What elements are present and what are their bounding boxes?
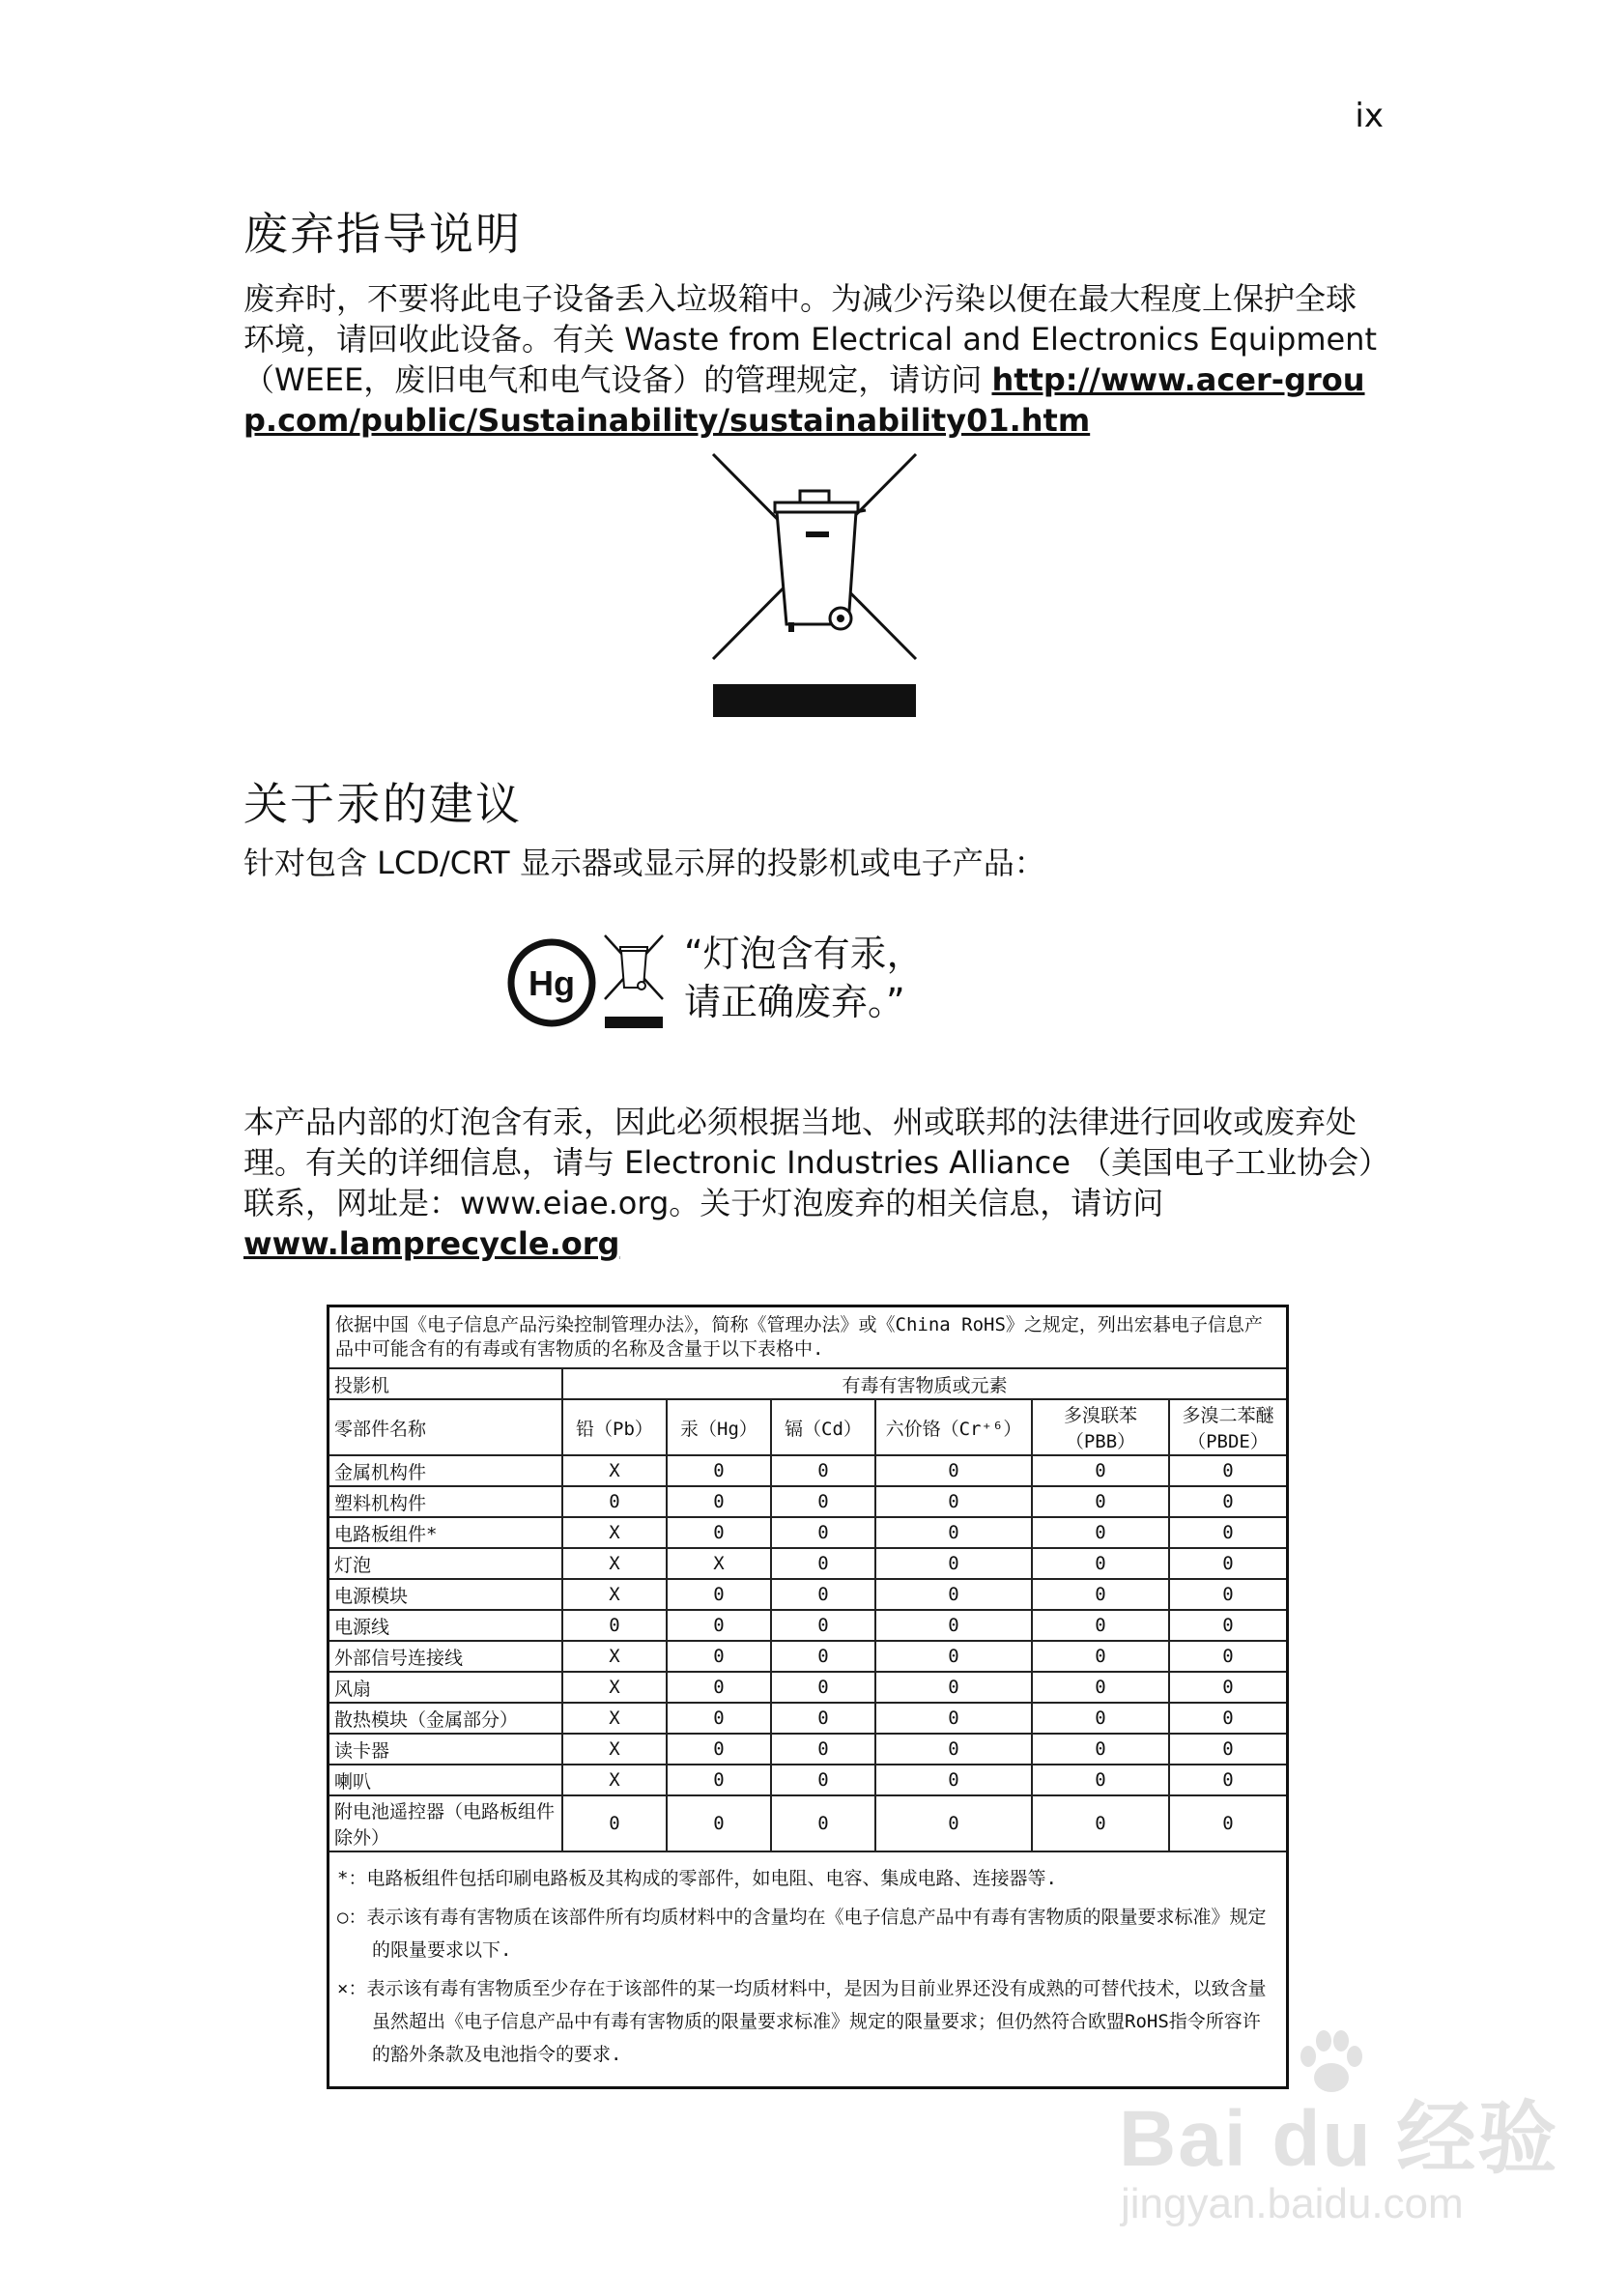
note-asterisk: *：电路板组件包括印刷电路板及其构成的零部件，如电阻、电容、集成电路、连接器等. <box>337 1868 1057 1889</box>
substance-value-cell: X <box>562 1455 667 1486</box>
substance-value-cell: 0 <box>667 1734 771 1765</box>
part-name-cell: 金属机构件 <box>329 1455 563 1486</box>
table-intro: 依据中国《电子信息产品污染控制管理办法》，简称《管理办法》或《China RoHS》之规定，列出宏碁电子信息产品中可能含有的有毒或有害物质的名称及含量于以下表格中. <box>329 1306 1288 1369</box>
table-row <box>329 1579 1288 1610</box>
table-row <box>329 1517 1288 1548</box>
substance-value-cell: 0 <box>875 1734 1032 1765</box>
substance-header: 六价铬（Cr⁺⁶） <box>875 1399 1032 1455</box>
product-label: 投影机 <box>329 1368 563 1399</box>
substance-value-cell: 0 <box>1032 1579 1169 1610</box>
mercury-warning-quote <box>684 930 924 1026</box>
substance-header: 多溴联苯（PBB） <box>1032 1399 1169 1455</box>
substance-value-cell: 0 <box>667 1579 771 1610</box>
section-title-mercury: 关于汞的建议 <box>243 778 522 830</box>
baidu-paw-icon <box>1293 2029 1370 2097</box>
watermark-logo: Bai du 经验 <box>1119 2095 1559 2183</box>
mercury-hg-icon <box>506 937 597 1028</box>
substance-value-cell: 0 <box>771 1610 875 1641</box>
substance-value-cell: X <box>562 1641 667 1672</box>
part-name-cell: 附电池遥控器（电路板组件除外） <box>329 1795 563 1851</box>
substance-value-cell: 0 <box>875 1486 1032 1517</box>
substance-value-cell: 0 <box>1032 1795 1169 1851</box>
substance-value-cell: 0 <box>1032 1703 1169 1734</box>
substance-value-cell: 0 <box>771 1734 875 1765</box>
mercury-intro: 针对包含 LCD/CRT 显示器或显示屏的投影机或电子产品： <box>243 845 1045 881</box>
disposal-text: 废弃时，不要将此电子设备丢入垃圾箱中。为减少污染以便在最大程度上保护全球环境，请回收此设备。有关 Waste from Electrical and Electronics Equipment（WEEE，废旧电气和电气设备）的管理规定，请访问 <box>243 280 1378 398</box>
watermark-url: jingyan.baidu.com <box>1121 2180 1464 2227</box>
substance-value-cell: 0 <box>1169 1672 1288 1703</box>
substance-header: 多溴二苯醚（PBDE） <box>1169 1399 1288 1455</box>
substance-value-cell: 0 <box>667 1455 771 1486</box>
part-name-cell: 灯泡 <box>329 1548 563 1579</box>
substance-value-cell: 0 <box>562 1486 667 1517</box>
substance-value-cell: 0 <box>1032 1734 1169 1765</box>
substance-value-cell: X <box>562 1672 667 1703</box>
substance-value-cell: 0 <box>1169 1455 1288 1486</box>
substance-value-cell: 0 <box>667 1795 771 1851</box>
substance-value-cell: 0 <box>875 1455 1032 1486</box>
substance-value-cell: 0 <box>1169 1610 1288 1641</box>
part-name-cell: 喇叭 <box>329 1765 563 1795</box>
substance-value-cell: 0 <box>1032 1610 1169 1641</box>
lamprecycle-link[interactable]: www.lamprecycle.org <box>243 1225 620 1262</box>
substance-value-cell: 0 <box>1032 1517 1169 1548</box>
substance-value-cell: 0 <box>875 1672 1032 1703</box>
substance-header: 汞（Hg） <box>667 1399 771 1455</box>
table-notes <box>329 1851 1288 2088</box>
substance-value-cell: 0 <box>562 1610 667 1641</box>
table-row <box>329 1734 1288 1765</box>
note-circle: ○：表示该有毒有害物质在该部件所有均质材料中的含量均在《电子信息产品中有毒有害物质的限量要求标准》规定的限量要求以下. <box>337 1907 1267 1961</box>
substance-value-cell: 0 <box>1169 1795 1288 1851</box>
group-header: 有毒有害物质或元素 <box>562 1368 1288 1399</box>
disposal-paragraph <box>243 278 1384 441</box>
substance-value-cell: 0 <box>1169 1641 1288 1672</box>
substance-value-cell: 0 <box>875 1517 1032 1548</box>
quote-line-1: “灯泡含有汞， <box>684 933 924 975</box>
hg-symbol-text: Hg <box>529 963 575 1003</box>
weee-bin-icon <box>711 452 918 719</box>
substance-value-cell: 0 <box>1169 1579 1288 1610</box>
substance-value-cell: X <box>667 1548 771 1579</box>
table-row <box>329 1672 1288 1703</box>
substance-value-cell: 0 <box>667 1703 771 1734</box>
table-row <box>329 1548 1288 1579</box>
substance-value-cell: 0 <box>1169 1517 1288 1548</box>
substance-value-cell: 0 <box>1032 1455 1169 1486</box>
substance-value-cell: 0 <box>771 1579 875 1610</box>
substance-value-cell: 0 <box>667 1672 771 1703</box>
substance-value-cell: X <box>562 1579 667 1610</box>
substance-value-cell: 0 <box>875 1548 1032 1579</box>
substance-value-cell: 0 <box>771 1703 875 1734</box>
substance-value-cell: 0 <box>771 1548 875 1579</box>
substance-value-cell: 0 <box>1032 1672 1169 1703</box>
section-title-disposal: 废弃指导说明 <box>243 208 522 260</box>
acer-sustainability-link[interactable]: http://www.acer-group.com/public/Sustainability/sustainability01.htm <box>243 361 1365 439</box>
mercury-text: 本产品内部的灯泡含有汞，因此必须根据当地、州或联邦的法律进行回收或废弃处理。有关的详细信息，请与 Electronic Industries Alliance （美国电子工业协会）联系，网址是：www.eiae.org。关于灯泡废弃的相关信息，请访问 <box>243 1104 1375 1221</box>
substance-header: 镉（Cd） <box>771 1399 875 1455</box>
substance-value-cell: 0 <box>1032 1486 1169 1517</box>
substance-value-cell: 0 <box>1169 1734 1288 1765</box>
substance-value-cell: 0 <box>1032 1765 1169 1795</box>
note-cross: ×：表示该有毒有害物质至少存在于该部件的某一均质材料中，是因为目前业界还没有成熟的可替代技术，以致含量虽然超出《电子信息产品中有毒有害物质的限量要求标准》规定的限量要求；但仍然符合欧盟RoHS指令所容许的豁外条款及电池指令的要求. <box>337 1978 1267 2065</box>
substance-value-cell: 0 <box>667 1486 771 1517</box>
part-name-cell: 塑料机构件 <box>329 1486 563 1517</box>
part-name-cell: 外部信号连接线 <box>329 1641 563 1672</box>
substance-value-cell: 0 <box>1169 1486 1288 1517</box>
part-name-cell: 电路板组件* <box>329 1517 563 1548</box>
table-row <box>329 1486 1288 1517</box>
rohs-table <box>327 1305 1289 2089</box>
substance-value-cell: 0 <box>771 1486 875 1517</box>
part-name-cell: 风扇 <box>329 1672 563 1703</box>
mercury-paragraph <box>243 1102 1384 1264</box>
table-row <box>329 1795 1288 1851</box>
substance-value-cell: 0 <box>771 1765 875 1795</box>
table-row <box>329 1703 1288 1734</box>
substance-value-cell: X <box>562 1548 667 1579</box>
substance-value-cell: 0 <box>771 1672 875 1703</box>
part-name-cell: 散热模块（金属部分） <box>329 1703 563 1734</box>
substance-value-cell: 0 <box>1032 1641 1169 1672</box>
table-row <box>329 1455 1288 1486</box>
table-row <box>329 1765 1288 1795</box>
small-weee-bin-icon <box>603 933 665 1030</box>
substance-value-cell: 0 <box>667 1610 771 1641</box>
part-name-header: 零部件名称 <box>329 1399 563 1455</box>
substance-value-cell: 0 <box>875 1703 1032 1734</box>
substance-value-cell: X <box>562 1734 667 1765</box>
substance-header: 铅（Pb） <box>562 1399 667 1455</box>
substance-value-cell: 0 <box>875 1610 1032 1641</box>
part-name-cell: 读卡器 <box>329 1734 563 1765</box>
substance-value-cell: 0 <box>875 1579 1032 1610</box>
substance-value-cell: 0 <box>771 1795 875 1851</box>
quote-line-2: 请正确废弃。” <box>684 981 905 1023</box>
substance-value-cell: 0 <box>667 1765 771 1795</box>
substance-value-cell: X <box>562 1765 667 1795</box>
substance-value-cell: 0 <box>875 1641 1032 1672</box>
substance-value-cell: X <box>562 1703 667 1734</box>
substance-value-cell: 0 <box>1169 1703 1288 1734</box>
substance-value-cell: 0 <box>875 1765 1032 1795</box>
substance-value-cell: 0 <box>667 1641 771 1672</box>
substance-value-cell: 0 <box>562 1795 667 1851</box>
substance-value-cell: X <box>562 1517 667 1548</box>
part-name-cell: 电源线 <box>329 1610 563 1641</box>
substance-value-cell: 0 <box>1169 1548 1288 1579</box>
substance-value-cell: 0 <box>875 1795 1032 1851</box>
page-number: ix <box>1355 97 1384 135</box>
substance-value-cell: 0 <box>1032 1548 1169 1579</box>
table-row <box>329 1641 1288 1672</box>
substance-value-cell: 0 <box>771 1455 875 1486</box>
substance-value-cell: 0 <box>771 1517 875 1548</box>
part-name-cell: 电源模块 <box>329 1579 563 1610</box>
table-row <box>329 1610 1288 1641</box>
substance-value-cell: 0 <box>667 1517 771 1548</box>
substance-value-cell: 0 <box>771 1641 875 1672</box>
substance-value-cell: 0 <box>1169 1765 1288 1795</box>
